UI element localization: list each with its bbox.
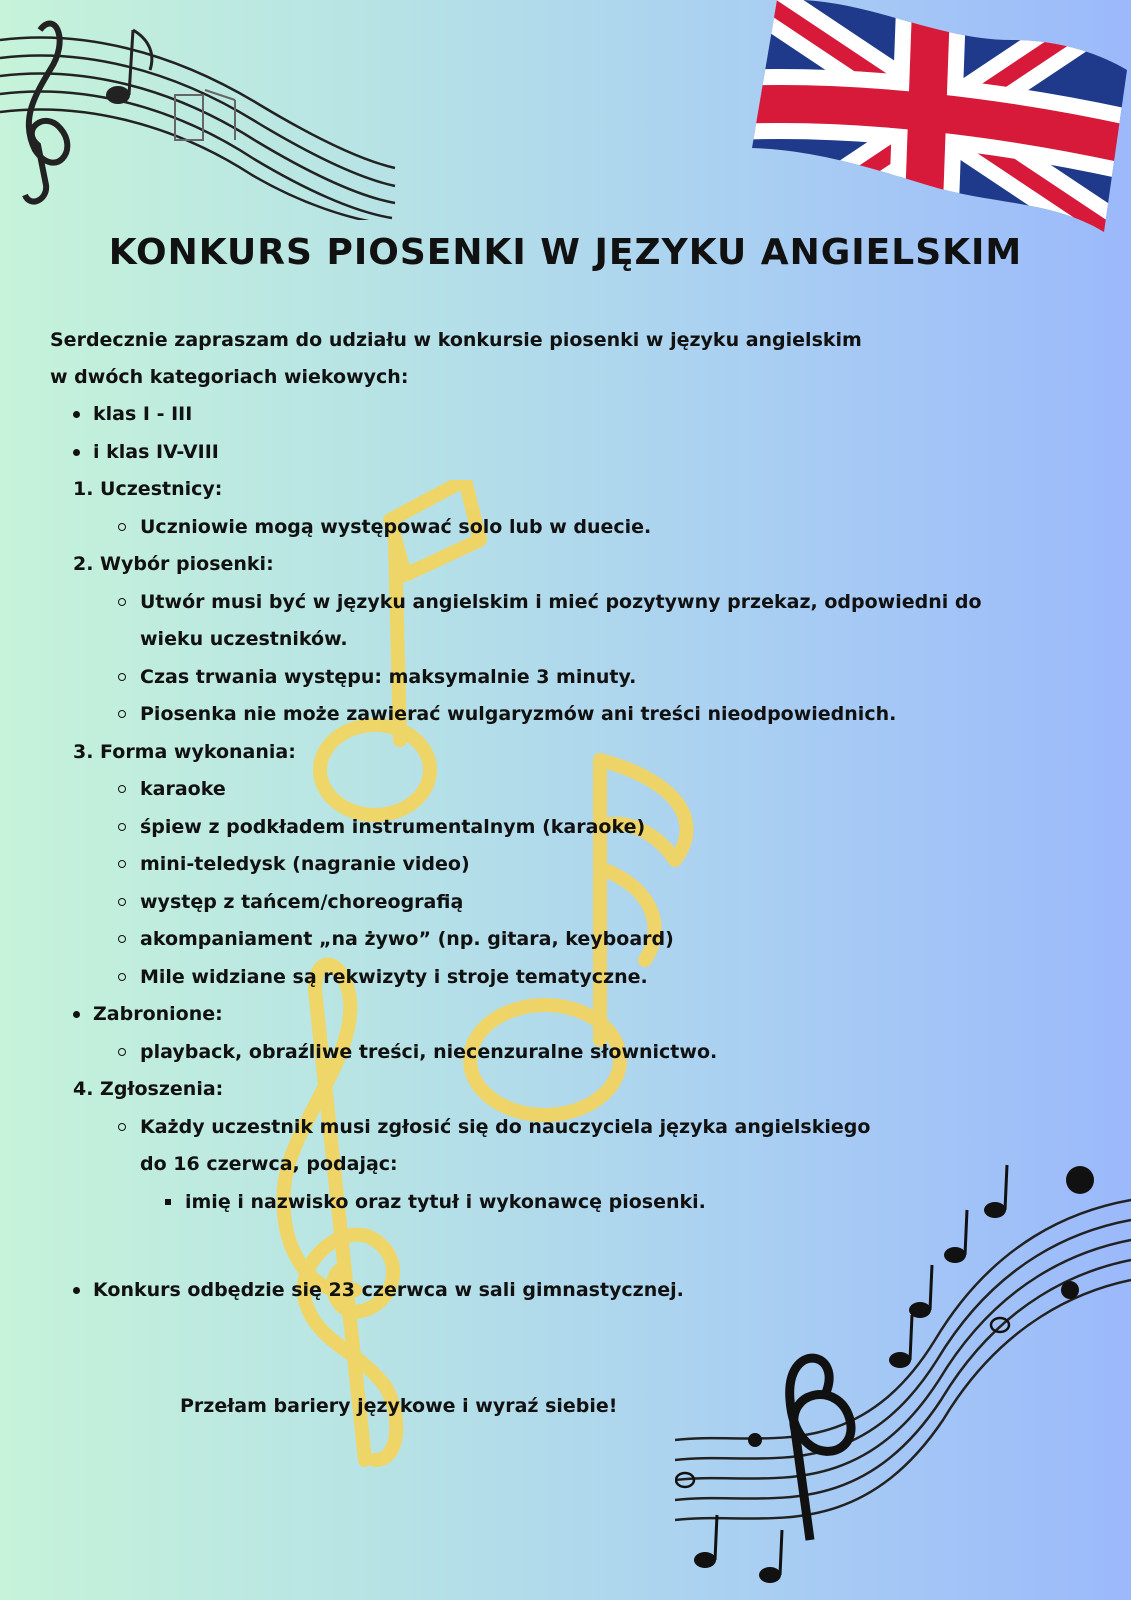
list-item-continued: wieku uczestników. [140,628,348,650]
category-item: klas I - III [93,403,193,425]
section-heading-participants: 1. Uczestnicy: [73,478,223,500]
section-heading-registration: 4. Zgłoszenia: [73,1078,224,1100]
footer-slogan: Przełam bariery językowe i wyraź siebie! [180,1395,618,1417]
section-heading-song-choice: 2. Wybór piosenki: [73,553,274,575]
category-item: i klas IV-VIII [93,441,219,463]
list-item: śpiew z podkładem instrumentalnym (karaoke) [140,816,646,838]
page-title: KONKURS PIOSENKI W JĘZYKU ANGIELSKIM [108,232,1023,273]
list-item-continued: do 16 czerwca, podając: [140,1153,398,1175]
list-item: karaoke [140,778,226,800]
sub-list-item: imię i nazwisko oraz tytuł i wykonawcę piosenki. [185,1191,706,1213]
list-item: playback, obraźliwe treści, niecenzuralne słownictwo. [140,1041,718,1063]
list-item: Piosenka nie może zawierać wulgaryzmów ani treści nieodpowiednich. [140,703,897,725]
list-item: Czas trwania występu: maksymalnie 3 minuty. [140,666,637,688]
list-item: akompaniament „na żywo” (np. gitara, keyboard) [140,928,674,950]
intro-line-1: Serdecznie zapraszam do udziału w konkursie piosenki w języku angielskim [50,329,862,351]
list-item: występ z tańcem/choreografią [140,891,464,913]
list-item: Każdy uczestnik musi zgłosić się do nauczyciela języka angielskiego [140,1116,871,1138]
list-item: Utwór musi być w języku angielskim i mieć pozytywny przekaz, odpowiedni do [140,591,982,613]
intro-line-2: w dwóch kategoriach wiekowych: [50,366,409,388]
section-heading-forbidden: Zabronione: [93,1003,223,1025]
list-item: Mile widziane są rekwizyty i stroje tematyczne. [140,966,648,988]
list-item: Uczniowie mogą występować solo lub w duecie. [140,516,652,538]
section-heading-performance-form: 3. Forma wykonania: [73,741,296,763]
event-info: Konkurs odbędzie się 23 czerwca w sali gimnastycznej. [93,1279,684,1301]
list-item: mini-teledysk (nagranie video) [140,853,470,875]
